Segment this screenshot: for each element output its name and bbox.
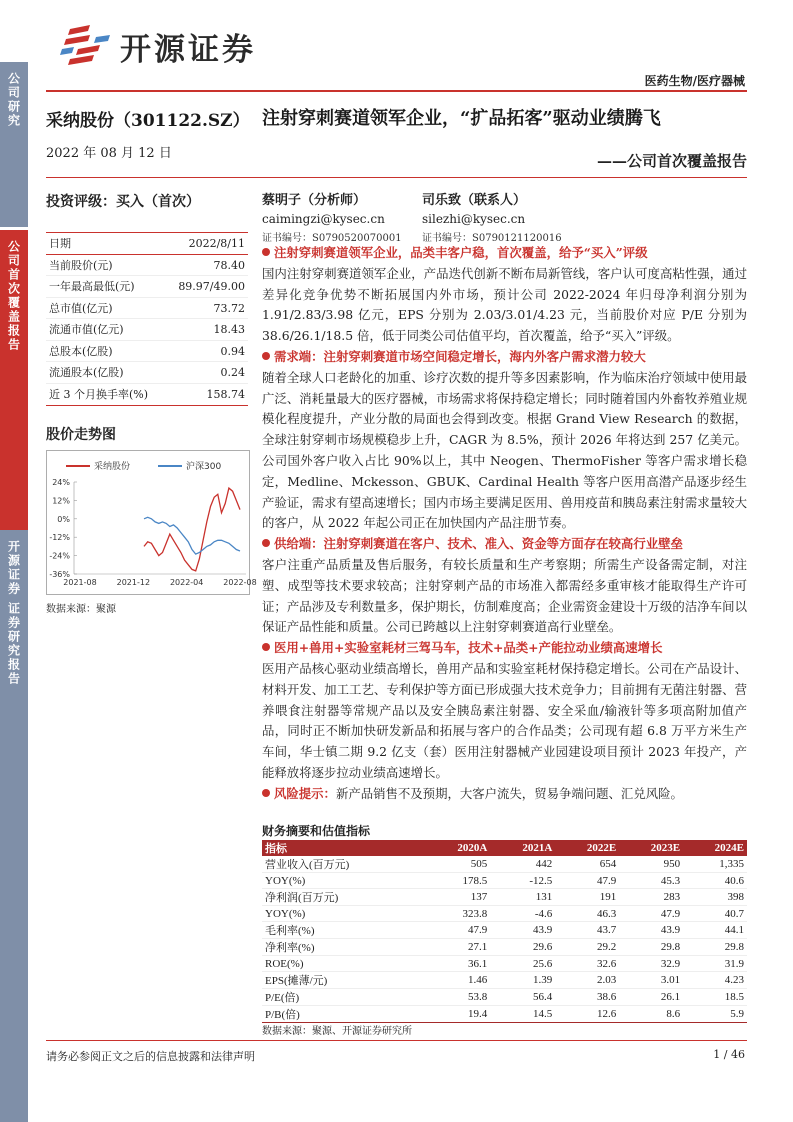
section-heading: 供给端：注射穿刺赛道在客户、技术、准入、资金等方面存在较高行业壁垒 xyxy=(262,534,747,555)
table-cell: 12.6 xyxy=(555,1006,619,1023)
table-cell: 毛利率(%) xyxy=(262,922,425,939)
table-cell: 31.9 xyxy=(683,956,747,972)
table-cell: 131 xyxy=(490,889,555,906)
table-cell: 45.3 xyxy=(619,873,683,889)
analyst-cert: 证书编号：S0790520070001 xyxy=(262,233,402,244)
table-cell: 8.6 xyxy=(619,1006,683,1023)
info-row xyxy=(46,233,248,255)
table-cell: 29.6 xyxy=(490,939,555,956)
table-header-cell: 2020A xyxy=(425,840,490,856)
table-cell: 47.9 xyxy=(425,922,490,939)
table-cell: 4.23 xyxy=(683,972,747,989)
table-cell: 32.6 xyxy=(555,956,619,972)
contact-card xyxy=(422,191,562,248)
bullet-icon xyxy=(262,643,270,651)
brand-name: 开源证券 xyxy=(120,32,256,68)
analyst-card xyxy=(262,191,402,248)
table-cell: 36.1 xyxy=(425,956,490,972)
info-label: 日期 xyxy=(49,237,71,250)
table-cell: 442 xyxy=(490,856,555,873)
table-cell: 5.9 xyxy=(683,1006,747,1023)
table-cell: 323.8 xyxy=(425,906,490,922)
report-summary xyxy=(262,243,747,805)
table-cell: -12.5 xyxy=(490,873,555,889)
table-cell: 137 xyxy=(425,889,490,906)
financials-table xyxy=(262,840,747,1023)
chart-title: 股价走势图 xyxy=(46,427,116,443)
table-row xyxy=(262,889,747,906)
table-cell: -4.6 xyxy=(490,906,555,922)
table-cell: 1.46 xyxy=(425,972,490,989)
sector-label: 医药生物/医疗器械 xyxy=(644,74,745,88)
table-row xyxy=(262,1006,747,1023)
table-cell: P/E(倍) xyxy=(262,989,425,1006)
table-cell: 47.9 xyxy=(555,873,619,889)
y-tick-label: 24% xyxy=(52,478,70,487)
series-line-stock xyxy=(144,488,240,571)
section-text: 客户注重产品质量及售后服务，有较长质量和生产考察期；所需生产设备需定制，对注塑、成型等技术要求较高；注射穿刺产品的市场准入都需经多重审核才能取得生产许可证；产品涉及专利数量多，保护期长，仿制难度高；企业需资金建设十万级的洁净车间以保证产品性能和质量。公司已跨越以上注射穿刺赛道高行业壁垒。 xyxy=(262,556,747,635)
table-header-cell: 指标 xyxy=(262,840,425,856)
bullet-icon xyxy=(262,789,270,797)
report-headline: 注射穿刺赛道领军企业，“扩品拓客”驱动业绩腾飞 xyxy=(262,108,661,129)
section-text: 医用产品核心驱动业绩高增长，兽用产品和实验室耗材保持稳定增长。公司在产品设计、材料开发、加工工艺、专利保护等方面已形成强大技术竞争力；目前拥有无菌注射器、营养喂食注射器等常规产品以及安全胰岛素注射器、安全采血/输液针等多项高附加值产品，同时正不断加快研发新品和拓展与客户的合作品类；公司现有超 6.8 万平方米生产车间，华士镇二期 9.2 亿支（套）医用注射器械产业园建设项目预计 2023 年投产，产能释放将逐步拉动业绩高速增长。 xyxy=(262,660,747,780)
x-tick-label: 2022-04 xyxy=(169,578,204,587)
table-row xyxy=(262,922,747,939)
info-value: 0.24 xyxy=(220,366,245,379)
section-text: 随着全球人口老龄化的加重、诊疗次数的提升等多因素影响，作为临床治疗领域中使用最广泛、消耗量最大的医疗器械，市场需求将保持稳定增长；同时随着国内外畜牧养殖业规模化程度提升，产业分散的局面也会得到改变。根据 Grand View Research 的数据，全球注射穿刺市场规模稳步上升，CAGR 为 8.5%，预计 2026 年将达到 257 亿美元。公司国外客户收入占比 90%以上，其中 Neogen、ThermoFisher 等客户需求增长稳定，Medline、Mckesson、GBUK、Cardinal Health 等客户医用高潜产品逐步经生产验证，需求有望高速增长；国内市场主要满足医用、兽用疫苗和胰岛素注射需求量较大的客户，从 2022 年起公司正在加快国内产品注册节奏。 xyxy=(262,369,747,531)
info-row xyxy=(46,384,248,406)
table-cell: 44.1 xyxy=(683,922,747,939)
table-cell: 3.01 xyxy=(619,972,683,989)
table-row xyxy=(262,873,747,889)
table-row xyxy=(262,972,747,989)
info-value: 73.72 xyxy=(213,301,245,315)
legend-label: 采纳股份 xyxy=(94,462,131,472)
x-tick-label: 2021-08 xyxy=(63,578,97,587)
y-tick-label: -12% xyxy=(49,533,70,543)
table-cell: 38.6 xyxy=(555,989,619,1006)
table-cell: 26.1 xyxy=(619,989,683,1006)
table-cell: 18.5 xyxy=(683,989,747,1006)
info-value: 18.43 xyxy=(213,323,245,336)
y-tick-label: -36% xyxy=(49,570,70,579)
table-cell: 27.1 xyxy=(425,939,490,956)
table-row xyxy=(262,989,747,1006)
info-row xyxy=(46,341,248,363)
investment-rating: 投资评级：买入（首次） xyxy=(46,194,200,210)
table-cell: 53.8 xyxy=(425,989,490,1006)
info-value: 89.97/49.00 xyxy=(178,280,245,293)
stock-info-table xyxy=(46,232,248,406)
info-label: 总市值(亿元) xyxy=(49,301,113,315)
table-cell: 505 xyxy=(425,856,490,873)
table-header-cell: 2024E xyxy=(683,840,747,856)
y-tick-label: -24% xyxy=(49,551,70,561)
bullet-icon xyxy=(262,352,270,360)
info-label: 流通市值(亿元) xyxy=(49,323,124,336)
table-cell: 40.7 xyxy=(683,906,747,922)
legal-disclaimer[interactable]: 请务必参阅正文之后的信息披露和法律声明 xyxy=(46,1050,255,1063)
header-divider xyxy=(46,90,747,92)
table-cell: 178.5 xyxy=(425,873,490,889)
info-row xyxy=(46,255,248,277)
chart-source: 数据来源：聚源 xyxy=(46,604,116,615)
table-cell: 19.4 xyxy=(425,1006,490,1023)
info-row xyxy=(46,298,248,320)
table-cell: 2.03 xyxy=(555,972,619,989)
table-header-cell: 2021A xyxy=(490,840,555,856)
table-cell: 1.39 xyxy=(490,972,555,989)
contact-name: 司乐致（联系人） xyxy=(422,193,527,208)
table-cell: YOY(%) xyxy=(262,873,425,889)
info-row xyxy=(46,362,248,384)
table-cell: 47.9 xyxy=(619,906,683,922)
stock-name: 采纳股份（301122.SZ） xyxy=(46,111,250,131)
sidebar-tag-research: 公司研究 xyxy=(0,62,28,227)
table-cell: 46.3 xyxy=(555,906,619,922)
info-label: 总股本(亿股) xyxy=(49,344,113,358)
y-tick-label: 12% xyxy=(52,496,70,506)
info-value: 0.94 xyxy=(220,344,245,358)
table-cell: YOY(%) xyxy=(262,906,425,922)
info-value: 158.74 xyxy=(206,387,245,401)
table-row xyxy=(262,939,747,956)
table-row xyxy=(262,906,747,922)
table-header-cell: 2022E xyxy=(555,840,619,856)
table-cell: ROE(%) xyxy=(262,956,425,972)
info-label: 流通股本(亿股) xyxy=(49,366,124,379)
bullet-icon xyxy=(262,539,270,547)
table-cell: 950 xyxy=(619,856,683,873)
table-cell: 191 xyxy=(555,889,619,906)
footer-divider xyxy=(46,1040,747,1041)
risk-warning: 风险提示：新产品销售不及预期，大客户流失，贸易争端问题、汇兑风险。 xyxy=(262,784,747,805)
table-cell: 净利率(%) xyxy=(262,939,425,956)
report-subtitle: ——公司首次覆盖报告 xyxy=(596,152,747,170)
table-cell: 398 xyxy=(683,889,747,906)
bullet-icon xyxy=(262,248,270,256)
table-cell: 14.5 xyxy=(490,1006,555,1023)
info-row xyxy=(46,319,248,341)
table-cell: 29.8 xyxy=(619,939,683,956)
y-tick-label: 0% xyxy=(57,514,70,524)
table-cell: 1,335 xyxy=(683,856,747,873)
analyst-name: 蔡明子（分析师） xyxy=(262,193,367,208)
info-label: 当前股价(元) xyxy=(49,258,113,272)
chart-frame xyxy=(47,451,250,595)
sidebar-tag-report-type: 公司首次覆盖报告 xyxy=(0,230,28,530)
table-cell: 43.7 xyxy=(555,922,619,939)
price-trend-chart xyxy=(46,450,257,595)
info-label: 近 3 个月换手率(%) xyxy=(49,387,149,401)
sidebar-tag-brand: 开源证券 证券研究报告 xyxy=(0,530,28,1122)
section-text: 国内注射穿刺赛道领军企业，产品迭代创新不断布局新管线，客户认可度高粘性强，通过差异化竞争优势不断拓展国内外市场，预计公司 2022-2024 年归母净利润分别为 1.91/2.83/3.98 亿元，EPS 分别为 2.03/3.01/4.23 元，当前股价对应 P/E 分别为 38.6/26.1/18.5 倍，低于同类公司估值平均，首次覆盖，给予“买入”评级。 xyxy=(262,265,747,344)
info-value: 78.40 xyxy=(213,258,245,272)
section-heading: 医用+兽用+实验室耗材三驾马车，技术+品类+产能拉动业绩高速增长 xyxy=(262,638,747,659)
table-row xyxy=(262,956,747,972)
financials-source: 数据来源：聚源、开源证券研究所 xyxy=(262,1026,412,1037)
table-row xyxy=(262,856,747,873)
table-cell: 29.2 xyxy=(555,939,619,956)
table-cell: 40.6 xyxy=(683,873,747,889)
info-value: 2022/8/11 xyxy=(188,237,245,250)
brand-logo xyxy=(60,24,256,69)
table-cell: P/B(倍) xyxy=(262,1006,425,1023)
report-date: 2022 年 08 月 12 日 xyxy=(46,146,172,161)
brand-logo-mark xyxy=(60,25,112,69)
table-header-cell: 2023E xyxy=(619,840,683,856)
table-cell: 56.4 xyxy=(490,989,555,1006)
table-cell: 43.9 xyxy=(490,922,555,939)
table-cell: EPS(摊薄/元) xyxy=(262,972,425,989)
table-cell: 283 xyxy=(619,889,683,906)
series-line-hs300 xyxy=(144,517,240,554)
analyst-email[interactable]: caimingzi@kysec.cn xyxy=(262,212,385,226)
table-cell: 43.9 xyxy=(619,922,683,939)
x-tick-label: 2022-08 xyxy=(223,578,257,587)
section-heading: 需求端：注射穿刺赛道市场空间稳定增长，海内外客户需求潜力较大 xyxy=(262,347,747,368)
table-cell: 25.6 xyxy=(490,956,555,972)
page-number: 1 / 46 xyxy=(713,1048,745,1061)
table-cell: 29.8 xyxy=(683,939,747,956)
section-heading: 注射穿刺赛道领军企业，品类丰客户稳，首次覆盖，给予“买入”评级 xyxy=(262,243,747,264)
contact-cert: 证书编号：S0790121120016 xyxy=(422,233,562,244)
table-cell: 32.9 xyxy=(619,956,683,972)
financials-title: 财务摘要和估值指标 xyxy=(262,824,371,838)
contact-email[interactable]: silezhi@kysec.cn xyxy=(422,212,526,226)
x-tick-label: 2021-12 xyxy=(116,578,151,587)
table-cell: 654 xyxy=(555,856,619,873)
legend-label: 沪深300 xyxy=(186,462,222,472)
title-divider xyxy=(46,177,747,178)
table-cell: 营业收入(百万元) xyxy=(262,856,425,873)
info-label: 一年最高最低(元) xyxy=(49,280,135,293)
table-cell: 净利润(百万元) xyxy=(262,889,425,906)
info-row xyxy=(46,276,248,298)
